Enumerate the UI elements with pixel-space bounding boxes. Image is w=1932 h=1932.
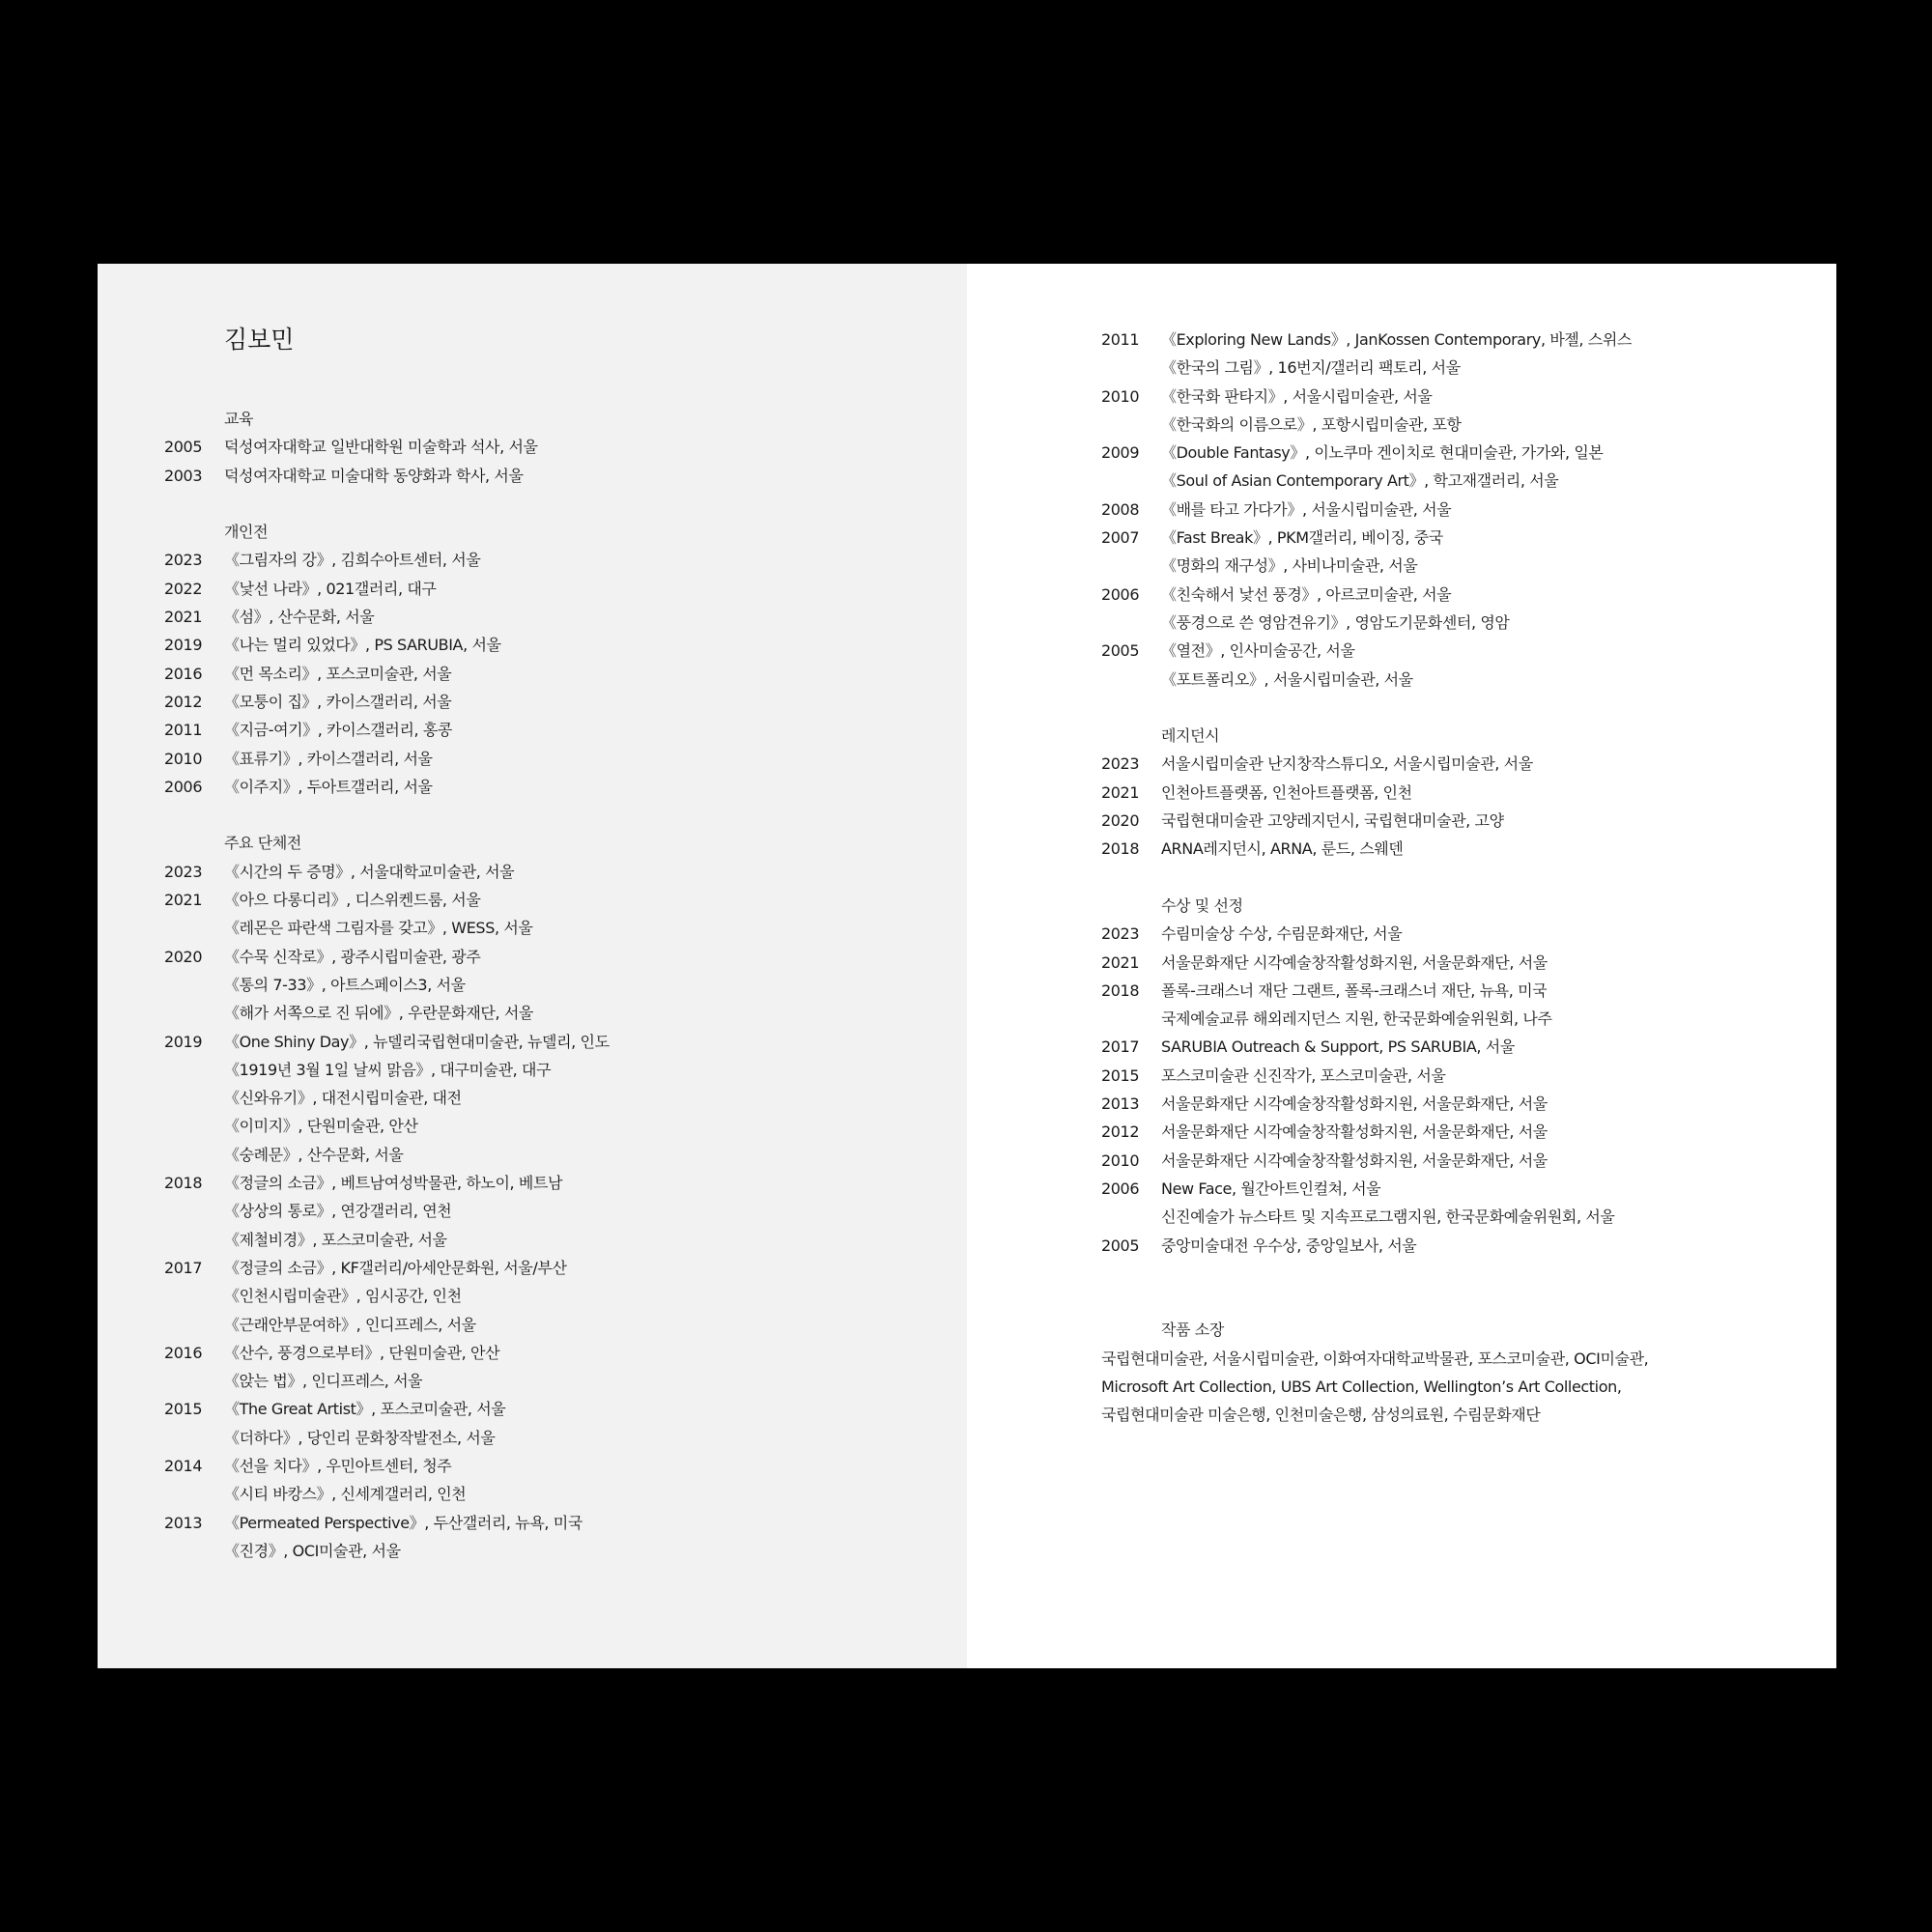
entry-year: 2003 [164,466,203,485]
section-heading-text: 개인전 [224,523,269,542]
entry-text: 《진경》, OCI미술관, 서울 [224,1541,401,1560]
entry-text: 《상상의 통로》, 연강갤러리, 연천 [224,1202,452,1221]
entry-text: 《신와유기》, 대전시립미술관, 대전 [224,1089,462,1108]
entry-text: ARNA레지던시, ARNA, 룬드, 스웨덴 [1161,839,1404,859]
entry-year: 2021 [1101,782,1140,802]
entry-year: 2006 [1101,584,1140,604]
entry-text: 《친숙해서 낯선 풍경》, 아르코미술관, 서울 [1161,584,1452,604]
entry-year: 2013 [164,1513,203,1532]
entry-year: 2007 [1101,528,1140,548]
entry-text: 《해가 서쪽으로 진 뒤에》, 우란문화재단, 서울 [224,1004,533,1023]
artist-name: 김보민 [224,326,295,354]
entry-text: 《한국의 그림》, 16번지/갤러리 팩토리, 서울 [1161,358,1461,378]
entry-year: 2017 [1101,1037,1140,1057]
entry-year: 2013 [1101,1094,1140,1114]
entry-text: 《산수, 풍경으로부터》, 단원미술관, 안산 [224,1343,500,1362]
entry-text: 《Soul of Asian Contemporary Art》, 학고재갤러리, 서울 [1161,471,1559,491]
entry-text: 서울문화재단 시각예술창작활성화지원, 서울문화재단, 서울 [1161,1122,1548,1142]
entry-year: 2019 [164,636,203,655]
entry-text: 신진예술가 뉴스타트 및 지속프로그램지원, 한국문화예술위원회, 서울 [1161,1208,1615,1227]
entry-year: 2022 [164,579,203,598]
entry-text: 《한국화 판타지》, 서울시립미술관, 서울 [1161,386,1433,406]
entry-year: 2011 [164,721,203,740]
entry-text: 《포트폴리오》, 서울시립미술관, 서울 [1161,669,1413,689]
entry-year: 2006 [164,777,203,796]
entry-year: 2023 [1101,754,1140,774]
entry-text: 《한국화의 이름으로》, 포항시립미술관, 포항 [1161,414,1462,434]
collection-text: 국립현대미술관, 서울시립미술관, 이화여자대학교박물관, 포스코미술관, OCI미술관, [1101,1349,1649,1368]
entry-year: 2018 [1101,839,1140,859]
entry-text: SARUBIA Outreach & Support, PS SARUBIA, 서울 [1161,1037,1515,1057]
entry-year: 2023 [164,862,203,881]
entry-year: 2016 [164,664,203,683]
entry-year: 2023 [164,551,203,570]
entry-text: 《이주지》, 두아트갤러리, 서울 [224,777,433,796]
entry-text: 《근래안부문여하》, 인디프레스, 서울 [224,1315,476,1334]
entry-text: 《정글의 소금》, KF갤러리/아세안문화원, 서울/부산 [224,1258,567,1277]
collection-text: Microsoft Art Collection, UBS Art Collection, Wellington’s Art Collection, [1101,1377,1622,1396]
left-page [98,264,967,1668]
entry-text: 포스코미술관 신진작가, 포스코미술관, 서울 [1161,1065,1446,1085]
collection-text: 국립현대미술관 미술은행, 인천미술은행, 삼성의료원, 수림문화재단 [1101,1406,1541,1425]
entry-text: 덕성여자대학교 미술대학 동양화과 학사, 서울 [224,466,524,485]
entry-text: 《통의 7-33》, 아트스페이스3, 서울 [224,975,466,994]
entry-text: 《Double Fantasy》, 이노쿠마 겐이치로 현대미술관, 가가와, 일본 [1161,443,1604,463]
entry-text: 《Permeated Perspective》, 두산갤러리, 뉴욕, 미국 [224,1513,582,1532]
entry-text: 《이미지》, 단원미술관, 안산 [224,1117,418,1136]
book-spread [98,264,1836,1668]
entry-text: 《제철비경》, 포스코미술관, 서울 [224,1230,447,1249]
entry-text: 《배를 타고 가다가》, 서울시립미술관, 서울 [1161,499,1452,519]
entry-text: 《앉는 법》, 인디프레스, 서울 [224,1372,423,1391]
entry-year: 2014 [164,1456,203,1475]
entry-text: 《시티 바캉스》, 신세계갤러리, 인천 [224,1485,467,1504]
entry-year: 2021 [164,608,203,627]
entry-text: 《모퉁이 집》, 카이스갤러리, 서울 [224,692,452,711]
entry-year: 2015 [164,1400,203,1419]
entry-year: 2015 [1101,1065,1140,1085]
entry-text: 《정글의 소금》, 베트남여성박물관, 하노이, 베트남 [224,1174,563,1193]
entry-text: 《명화의 재구성》, 사비나미술관, 서울 [1161,556,1418,576]
entry-text: 《낯선 나라》, 021갤러리, 대구 [224,579,437,598]
entry-text: New Face, 월간아트인컬쳐, 서울 [1161,1179,1381,1198]
entry-year: 2008 [1101,499,1140,519]
entry-text: 《One Shiny Day》, 뉴델리국립현대미술관, 뉴델리, 인도 [224,1032,610,1051]
entry-year: 2020 [1101,811,1140,831]
entry-year: 2023 [1101,924,1140,944]
entry-year: 2021 [164,891,203,910]
entry-text: 서울시립미술관 난지창작스튜디오, 서울시립미술관, 서울 [1161,754,1533,774]
entry-text: 《표류기》, 카이스갤러리, 서울 [224,749,433,768]
entry-text: 《지금-여기》, 카이스갤러리, 홍콩 [224,721,452,740]
entry-text: 수림미술상 수상, 수림문화재단, 서울 [1161,924,1403,944]
entry-text: 《그림자의 강》, 김희수아트센터, 서울 [224,551,481,570]
entry-text: 폴록-크래스너 재단 그랜트, 폴록-크래스너 재단, 뉴욕, 미국 [1161,980,1548,1000]
entry-year: 2011 [1101,330,1140,349]
entry-text: 서울문화재단 시각예술창작활성화지원, 서울문화재단, 서울 [1161,1094,1548,1114]
entry-text: 국립현대미술관 고양레지던시, 국립현대미술관, 고양 [1161,811,1504,831]
entry-year: 2009 [1101,443,1140,463]
entry-year: 2017 [164,1258,203,1277]
entry-text: 《숭례문》, 산수문화, 서울 [224,1145,404,1164]
entry-year: 2020 [164,947,203,966]
entry-text: 《The Great Artist》, 포스코미술관, 서울 [224,1400,506,1419]
entry-text: 인천아트플랫폼, 인천아트플랫폼, 인천 [1161,782,1412,802]
entry-year: 2010 [1101,386,1140,406]
entry-text: 《수묵 신작로》, 광주시립미술관, 광주 [224,947,481,966]
entry-text: 《선을 치다》, 우민아트센터, 청주 [224,1456,452,1475]
entry-text: 《풍경으로 쓴 영암견유기》, 영암도기문화센터, 영암 [1161,612,1510,632]
entry-year: 2021 [1101,952,1140,972]
entry-text: 《레몬은 파란색 그림자를 갖고》, WESS, 서울 [224,919,533,938]
entry-year: 2005 [1101,641,1140,661]
right-page [967,264,1836,1668]
entry-text: 《아으 다롱디리》, 디스위켄드룸, 서울 [224,891,481,910]
entry-year: 2018 [164,1174,203,1193]
entry-year: 2019 [164,1032,203,1051]
entry-year: 2006 [1101,1179,1140,1198]
entry-text: 《나는 멀리 있었다》, PS SARUBIA, 서울 [224,636,501,655]
entry-text: 《열전》, 인사미술공간, 서울 [1161,641,1355,661]
entry-text: 서울문화재단 시각예술창작활성화지원, 서울문화재단, 서울 [1161,1151,1548,1170]
entry-text: 《Fast Break》, PKM갤러리, 베이징, 중국 [1161,528,1443,548]
entry-text: 서울문화재단 시각예술창작활성화지원, 서울문화재단, 서울 [1161,952,1548,972]
entry-year: 2010 [164,749,203,768]
entry-year: 2010 [1101,1151,1140,1170]
entry-text: 중앙미술대전 우수상, 중앙일보사, 서울 [1161,1236,1417,1255]
entry-year: 2005 [164,438,203,457]
entry-text: 국제예술교류 해외레지던스 지원, 한국문화예술위원회, 나주 [1161,1009,1552,1029]
entry-text: 《1919년 3월 1일 날씨 맑음》, 대구미술관, 대구 [224,1060,552,1079]
entry-text: 덕성여자대학교 일반대학원 미술학과 석사, 서울 [224,438,538,457]
entry-year: 2005 [1101,1236,1140,1255]
entry-text: 《더하다》, 당인리 문화창작발전소, 서울 [224,1428,496,1447]
section-heading-text: 작품 소장 [1161,1321,1224,1340]
section-heading-text: 주요 단체전 [224,834,301,853]
entry-text: 《Exploring New Lands》, JanKossen Contemporary, 바젤, 스위스 [1161,330,1632,349]
entry-text: 《시간의 두 증명》, 서울대학교미술관, 서울 [224,862,515,881]
entry-text: 《인천시립미술관》, 임시공간, 인천 [224,1287,462,1306]
section-heading-text: 레지던시 [1161,726,1220,746]
entry-year: 2012 [164,692,203,711]
entry-year: 2012 [1101,1122,1140,1142]
entry-text: 《섬》, 산수문화, 서울 [224,608,375,627]
section-heading-text: 교육 [224,410,254,428]
section-heading-text: 수상 및 선정 [1161,895,1243,915]
entry-year: 2016 [164,1343,203,1362]
entry-text: 《먼 목소리》, 포스코미술관, 서울 [224,664,452,683]
entry-year: 2018 [1101,980,1140,1000]
